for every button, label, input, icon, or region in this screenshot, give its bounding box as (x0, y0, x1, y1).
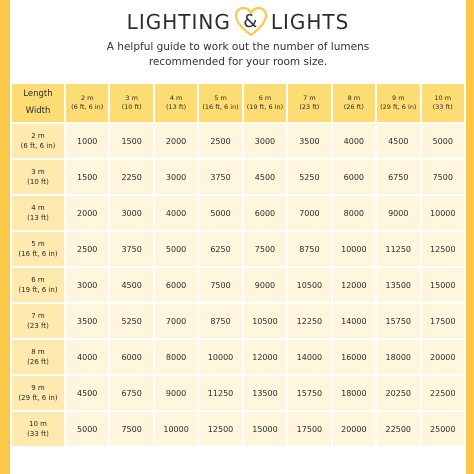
lumens-table (10, 82, 466, 448)
column-length-ft: (10 ft) (121, 103, 142, 111)
lumens-cell: 14000 (288, 340, 330, 374)
table-row (12, 304, 464, 338)
lumens-cell: 20000 (333, 412, 375, 446)
lumens-cell: 2500 (199, 124, 241, 158)
lumens-cell: 2500 (66, 232, 108, 266)
column-length-m: 7 m (303, 94, 316, 102)
lumens-cell: 15750 (377, 304, 419, 338)
lumens-cell: 4500 (377, 124, 419, 158)
lumens-cell: 22500 (377, 412, 419, 446)
lumens-cell: 6000 (244, 196, 286, 230)
lumens-cell: 15000 (422, 268, 465, 302)
row-width-ft: (26 ft) (27, 358, 49, 366)
column-length-m: 4 m (169, 94, 183, 102)
column-length-m: 5 m (214, 94, 227, 102)
lumens-cell: 12500 (199, 412, 241, 446)
lumens-cell: 10000 (422, 196, 465, 230)
table-row (12, 376, 464, 410)
lumens-cell: 2250 (110, 160, 152, 194)
row-width-ft: (16 ft, 6 in) (18, 250, 58, 258)
subtitle-line-2: recommended for your room size. (148, 56, 328, 68)
row-header (12, 412, 64, 446)
table-row (12, 160, 464, 194)
lumens-cell: 17500 (422, 304, 465, 338)
row-width-m: 8 m (31, 348, 45, 356)
lumens-cell: 4000 (333, 124, 375, 158)
row-header (12, 376, 64, 410)
lumens-cell: 5000 (422, 124, 465, 158)
row-header (12, 268, 64, 302)
table-body (12, 124, 464, 446)
table-row (12, 124, 464, 158)
guide-card (10, 0, 466, 474)
row-width-ft: (19 ft, 6 in) (18, 286, 58, 294)
row-width-ft: (33 ft) (27, 430, 49, 438)
row-width-ft: (10 ft) (27, 178, 49, 186)
column-header (199, 84, 241, 122)
row-width-ft: (29 ft, 6 in) (18, 394, 58, 402)
row-width-ft: (13 ft) (27, 214, 49, 222)
lumens-cell: 12000 (333, 268, 375, 302)
lumens-cell: 4000 (155, 196, 197, 230)
table-row (12, 196, 464, 230)
column-header (377, 84, 419, 122)
lumens-cell: 6000 (110, 340, 152, 374)
lumens-cell: 5000 (199, 196, 241, 230)
lumens-cell: 20000 (422, 340, 465, 374)
lumens-cell: 1000 (66, 124, 108, 158)
column-header (155, 84, 197, 122)
lumens-cell: 3500 (288, 124, 330, 158)
column-length-m: 3 m (125, 94, 138, 102)
column-header (244, 84, 286, 122)
lumens-cell: 4500 (110, 268, 152, 302)
brand-word-left: LIGHTING (126, 10, 231, 34)
column-length-ft: (6 ft, 6 in) (71, 103, 104, 111)
lumens-cell: 3750 (199, 160, 241, 194)
brand-ampersand: & (243, 10, 259, 32)
length-label: Length (23, 89, 53, 99)
column-length-ft: (23 ft) (299, 103, 320, 111)
lumens-cell: 10000 (155, 412, 197, 446)
lumens-cell: 7500 (422, 160, 465, 194)
lumens-cell: 18000 (377, 340, 419, 374)
lumens-cell: 7500 (110, 412, 152, 446)
lumens-cell: 9000 (155, 376, 197, 410)
lumens-cell: 3000 (155, 160, 197, 194)
table-row (12, 268, 464, 302)
column-length-ft: (33 ft) (432, 103, 453, 111)
lumens-cell: 3000 (244, 124, 286, 158)
row-width-m: 2 m (31, 132, 45, 140)
subtitle-line-1: A helpful guide to work out the number of lumens (106, 41, 370, 53)
row-header (12, 304, 64, 338)
column-length-ft: (13 ft) (166, 103, 187, 111)
width-label: Width (25, 106, 51, 116)
lumens-cell: 8000 (155, 340, 197, 374)
lumens-cell: 7000 (155, 304, 197, 338)
lumens-cell: 10500 (244, 304, 286, 338)
column-length-m: 2 m (80, 94, 94, 102)
column-length-m: 9 m (392, 94, 405, 102)
lumens-cell: 11250 (377, 232, 419, 266)
lumens-cell: 16000 (333, 340, 375, 374)
row-header (12, 196, 64, 230)
row-width-m: 6 m (31, 276, 45, 284)
lumens-cell: 25000 (422, 412, 465, 446)
lumens-cell: 20250 (377, 376, 419, 410)
brand-logo (10, 6, 466, 38)
lumens-cell: 10000 (199, 340, 241, 374)
lumens-cell: 5000 (66, 412, 108, 446)
row-width-m: 10 m (29, 420, 47, 428)
row-width-ft: (6 ft, 6 in) (20, 142, 56, 150)
brand-word-right: LIGHTS (270, 10, 350, 34)
lumens-cell: 5250 (110, 304, 152, 338)
row-header (12, 160, 64, 194)
header-row (12, 84, 464, 122)
lumens-cell: 6750 (110, 376, 152, 410)
lumens-cell: 17500 (288, 412, 330, 446)
lumens-cell: 12500 (422, 232, 465, 266)
lumens-cell: 15000 (244, 412, 286, 446)
table-row (12, 340, 464, 374)
lumens-cell: 12250 (288, 304, 330, 338)
lumens-cell: 2000 (66, 196, 108, 230)
row-width-m: 9 m (31, 384, 45, 392)
lumens-cell: 10500 (288, 268, 330, 302)
lumens-cell: 3000 (110, 196, 152, 230)
lumens-cell: 9000 (377, 196, 419, 230)
lumens-cell: 3750 (110, 232, 152, 266)
lumens-cell: 10000 (333, 232, 375, 266)
column-header (66, 84, 108, 122)
column-length-m: 10 m (434, 94, 452, 102)
lumens-cell: 8750 (199, 304, 241, 338)
row-width-m: 7 m (31, 312, 45, 320)
lumens-cell: 6000 (333, 160, 375, 194)
column-header (288, 84, 330, 122)
lumens-cell: 6250 (199, 232, 241, 266)
lumens-cell: 14000 (333, 304, 375, 338)
column-header (422, 84, 465, 122)
lumens-cell: 9000 (244, 268, 286, 302)
row-width-ft: (23 ft) (27, 322, 49, 330)
heart-icon (234, 6, 268, 38)
lumens-cell: 13500 (244, 376, 286, 410)
lumens-cell: 15750 (288, 376, 330, 410)
lumens-cell: 22500 (422, 376, 465, 410)
row-header (12, 232, 64, 266)
table-row (12, 412, 464, 446)
lumens-cell: 7500 (199, 268, 241, 302)
column-header (110, 84, 152, 122)
lumens-cell: 13500 (377, 268, 419, 302)
table-row (12, 232, 464, 266)
column-length-m: 8 m (347, 94, 361, 102)
row-header (12, 340, 64, 374)
lumens-cell: 3000 (66, 268, 108, 302)
row-width-m: 4 m (31, 204, 45, 212)
lumens-cell: 6750 (377, 160, 419, 194)
column-length-ft: (26 ft) (343, 103, 364, 111)
column-length-m: 6 m (258, 94, 272, 102)
lumens-cell: 2000 (155, 124, 197, 158)
lumens-cell: 4500 (66, 376, 108, 410)
row-width-m: 3 m (31, 168, 45, 176)
lumens-cell: 4000 (66, 340, 108, 374)
lumens-cell: 8000 (333, 196, 375, 230)
lumens-cell: 1500 (110, 124, 152, 158)
lumens-cell: 6000 (155, 268, 197, 302)
column-header (333, 84, 375, 122)
lumens-cell: 4500 (244, 160, 286, 194)
subtitle (10, 40, 466, 70)
lumens-cell: 3500 (66, 304, 108, 338)
lumens-cell: 7000 (288, 196, 330, 230)
lumens-cell: 8750 (288, 232, 330, 266)
lumens-cell: 5250 (288, 160, 330, 194)
row-header (12, 124, 64, 158)
lumens-cell: 7500 (244, 232, 286, 266)
lumens-cell: 18000 (333, 376, 375, 410)
column-length-ft: (19 ft, 6 in) (246, 103, 284, 111)
column-length-ft: (29 ft, 6 in) (380, 103, 417, 111)
row-width-m: 5 m (31, 240, 45, 248)
lumens-cell: 11250 (199, 376, 241, 410)
lumens-cell: 5000 (155, 232, 197, 266)
lumens-cell: 12000 (244, 340, 286, 374)
corner-header (12, 84, 64, 122)
lumens-cell: 1500 (66, 160, 108, 194)
column-length-ft: (16 ft, 6 in) (202, 103, 239, 111)
